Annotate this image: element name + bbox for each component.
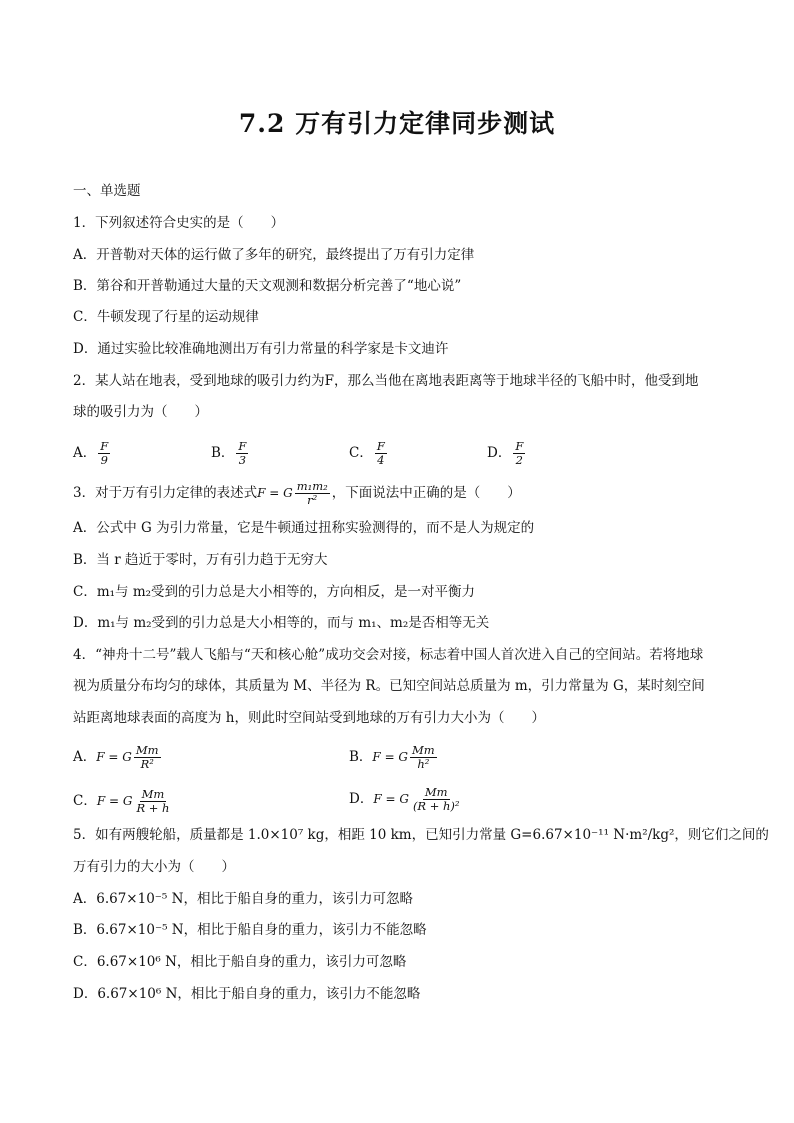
q1-option-d: D．通过实验比较准确地测出万有引力常量的科学家是卡文迪许 [73, 341, 449, 357]
q2-option-b: B． $\frac{F}{3}$ [211, 439, 247, 467]
q4-option-b: B．F = G $\frac{Mm}{\text{h²}}$ [349, 743, 435, 771]
q5-stem-line1: 5．如有两艘轮船，质量都是 1.0×10⁷ kg，相距 10 km，已知引力常量 G=6.67×10⁻¹¹ N·m²/kg²，则它们之间的 [73, 827, 769, 843]
q3-option-d: D．m₁与 m₂受到的引力总是大小相等的，而与 m₁、m₂是否相等无关 [73, 615, 490, 631]
q4-stem-line1: 4．“神舟十二号”载人飞船与“天和核心舱”成功交会对接，标志着中国人首次进入自己的空间站。若将地球 [73, 647, 704, 663]
q1-option-c: C．牛顿发现了行星的运动规律 [73, 309, 259, 325]
q2-option-c: C． $\frac{F}{4}$ [349, 439, 385, 467]
q2-option-d: D． $\frac{F}{2}$ [487, 439, 524, 467]
q5-option-d: D．6.67×10⁶ N，相比于船自身的重力，该引力不能忽略 [73, 986, 421, 1002]
q3-option-c: C．m₁与 m₂受到的引力总是大小相等的，方向相反，是一对平衡力 [73, 584, 476, 600]
q5-stem-line2: 万有引力的大小为（ ） [73, 859, 235, 875]
q5-option-a: A．6.67×10⁻⁵ N，相比于船自身的重力，该引力可忽略 [73, 891, 413, 907]
q4-stem-line2: 视为质量分布均匀的球体，其质量为 M、半径为 R。已知空间站总质量为 m，引力常量为 G，某时刻空间 [73, 678, 705, 694]
q4-option-c: C．F = G $\frac{Mm}{R + h}$ [73, 787, 170, 815]
q3-stem: 3．对于万有引力定律的表述式F = G $\frac{\text{m₁m₂}}{\text{r²}}$ ，下面说法中正确的是（ ） [73, 479, 521, 507]
q1-option-b: B．第谷和开普勒通过大量的天文观测和数据分析完善了“地心说” [73, 278, 462, 294]
q4-option-d: D．F = G $\frac{Mm}{\text{(R + h)²}}$ [349, 785, 460, 813]
q4-option-a: A．F = G $\frac{Mm}{\text{R²}}$ [73, 743, 159, 771]
section-heading: 一、单选题 [73, 183, 141, 199]
page-title: 7.2 万有引力定律同步测试 [238, 109, 556, 138]
q1-stem: 1．下列叙述符合史实的是（ ） [73, 215, 285, 231]
q2-stem-line2: 球的吸引力为（ ） [73, 404, 208, 420]
q1-option-a: A．开普勒对天体的运行做了多年的研究，最终提出了万有引力定律 [73, 247, 475, 263]
q4-stem-line3: 站距离地球表面的高度为 h，则此时空间站受到地球的万有引力大小为（ ） [73, 710, 545, 726]
q3-formula: F = G $\frac{\text{m₁m₂}}{\text{r²}}$ [257, 479, 328, 507]
q2-option-a: A． $\frac{F}{9}$ [73, 439, 109, 467]
q3-option-a: A．公式中 G 为引力常量，它是牛顿通过扭称实验测得的，而不是人为规定的 [73, 520, 535, 536]
q2-stem-line1: 2．某人站在地表，受到地球的吸引力约为F，那么当他在离地表距离等于地球半径的飞船中时，他受到地 [73, 373, 699, 389]
q3-option-b: B．当 r 趋近于零时，万有引力趋于无穷大 [73, 552, 328, 568]
q5-option-b: B．6.67×10⁻⁵ N，相比于船自身的重力，该引力不能忽略 [73, 922, 427, 938]
q5-option-c: C．6.67×10⁶ N，相比于船自身的重力，该引力可忽略 [73, 954, 407, 970]
